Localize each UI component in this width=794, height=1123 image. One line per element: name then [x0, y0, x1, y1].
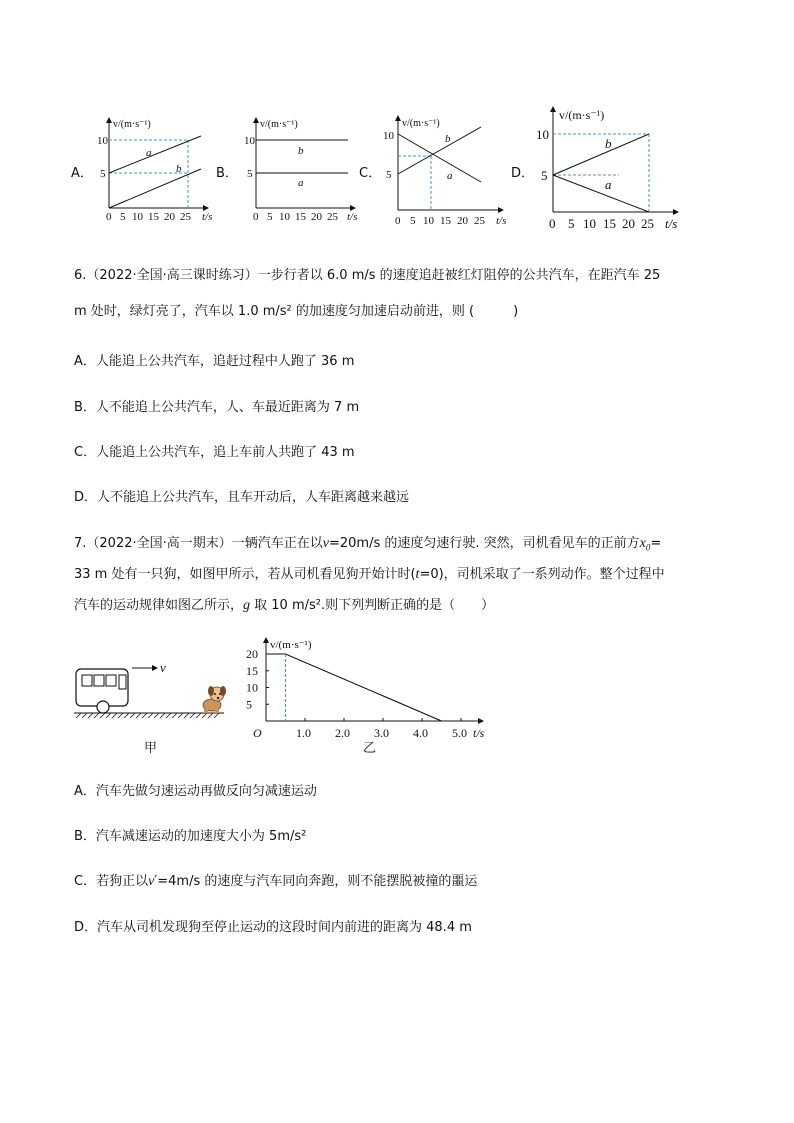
x-axis-label: t/s — [496, 215, 507, 227]
line-label: b — [605, 136, 612, 151]
x-tick: 20 — [311, 211, 322, 223]
y-axis-label: v/(m·s⁻¹) — [402, 118, 440, 129]
y-axis-label: v/(m·s⁻¹) — [260, 119, 298, 130]
option-d-label: D． — [511, 166, 535, 181]
x-tick: 20 — [164, 211, 175, 223]
x-tick-label: 5.0 — [452, 726, 467, 740]
subscript: 0 — [645, 542, 651, 553]
x-axis-label: t/s — [202, 211, 213, 223]
y-tick: 10 — [383, 130, 394, 142]
y-tick: 5 — [247, 168, 253, 180]
option-b-graph — [243, 112, 373, 224]
x-tick: 10 — [132, 211, 143, 223]
x-tick: 25 — [180, 211, 191, 223]
question-7-stem-line1 — [74, 532, 661, 553]
x-tick: 20 — [457, 215, 468, 227]
y-tick: 5 — [100, 168, 106, 180]
y-tick: 10 — [244, 135, 255, 147]
x-tick: 5 — [267, 211, 273, 223]
line-label: b — [445, 133, 451, 145]
stem-text: 汽车的运动规律如图乙所示， — [74, 598, 244, 613]
option-text: ′=4m/s 的速度与汽车同向奔跑，则不能摆脱被撞的噩运 — [154, 874, 478, 889]
velocity-label: v — [160, 660, 166, 675]
question-6-option-a[interactable]: A．人能追上公共汽车，追赶过程中人跑了 36 m — [74, 354, 355, 369]
line-label: b — [298, 145, 304, 157]
y-tick: 10 — [97, 135, 108, 147]
x-tick: 5 — [120, 211, 126, 223]
y-tick-label: 10 — [246, 680, 258, 695]
x-tick: 25 — [641, 216, 654, 231]
option-text: C．若狗正以 — [74, 874, 149, 889]
question-7-stem-line3 — [74, 594, 494, 614]
y-tick-label: 15 — [246, 663, 258, 678]
x-tick-label: 3.0 — [374, 726, 389, 740]
symbol-t: t — [415, 567, 420, 582]
y-tick: 5 — [541, 168, 548, 183]
x-tick: 15 — [603, 216, 616, 231]
x-tick: 25 — [327, 211, 338, 223]
question-7-option-a[interactable]: A．汽车先做匀速运动再做反向匀减速运动 — [74, 784, 317, 799]
series-line — [266, 654, 442, 721]
y-tick-label: 20 — [246, 647, 258, 661]
y-axis-label: v/(m·s⁻¹) — [270, 639, 312, 651]
x-tick-label: 2.0 — [335, 726, 350, 740]
question-7-option-c[interactable] — [74, 870, 477, 890]
stem-text: = — [650, 536, 662, 551]
y-tick: 5 — [386, 169, 392, 181]
figure-yi-vt-graph — [245, 634, 495, 744]
stem-text: 33 m 处有一只狗，如图甲所示，若从司机看见狗开始计时( — [74, 567, 416, 582]
x-tick: 25 — [474, 215, 485, 227]
question-7-option-b[interactable]: B．汽车减速运动的加速度大小为 5m/s² — [74, 829, 307, 844]
x-tick: 5 — [410, 215, 416, 227]
x-axis-label: t/s — [473, 726, 485, 740]
option-a-label: A． — [71, 166, 93, 181]
x-tick: 20 — [622, 216, 635, 231]
x-axis-label: t/s — [347, 211, 358, 223]
figure-yi-caption: 乙 — [363, 741, 377, 756]
x-tick: 0 — [253, 211, 259, 223]
symbol-v: v — [148, 874, 155, 889]
stem-text: =0)，司机采取了一系列动作。整个过程中 — [419, 567, 665, 582]
x-tick: 0 — [106, 211, 112, 223]
x-tick: 15 — [148, 211, 159, 223]
x-tick-label: O — [253, 726, 262, 740]
x-tick: 0 — [549, 216, 556, 231]
y-tick: 10 — [536, 127, 549, 142]
symbol-v: v — [322, 536, 329, 551]
question-6-stem-line1: 6.（2022·全国·高三课时练习）一步行者以 6.0 m/s 的速度追赶被红灯阻停的公共汽车，在距汽车 25 — [74, 268, 661, 283]
symbol-x: x — [639, 536, 646, 551]
x-tick: 15 — [440, 215, 451, 227]
x-tick: 10 — [279, 211, 290, 223]
figure-jia-bus-dog — [72, 655, 242, 725]
y-axis-label: v/(m·s⁻¹) — [559, 108, 605, 122]
question-6-option-b[interactable]: B．人不能追上公共汽车，人、车最近距离为 7 m — [74, 400, 360, 415]
line-label: a — [298, 177, 304, 189]
stem-text: 7.（2022·全国·高一期末）一辆汽车正在以 — [74, 536, 323, 551]
option-c-label: C． — [359, 166, 382, 181]
stem-text: 取 10 m/s².则下列判断正确的是（ ） — [250, 598, 495, 613]
x-tick: 10 — [423, 215, 434, 227]
question-7-stem-line2 — [74, 563, 665, 583]
dog-icon — [203, 686, 226, 713]
x-axis-label: t/s — [665, 216, 678, 231]
line-label: b — [176, 163, 182, 175]
x-tick-label: 4.0 — [413, 726, 428, 740]
x-tick: 5 — [568, 216, 575, 231]
symbol-g: g — [243, 598, 251, 613]
y-tick-label: 5 — [246, 697, 252, 712]
line-label: a — [605, 177, 612, 192]
x-tick-label: 1.0 — [296, 726, 311, 740]
line-label: a — [447, 170, 453, 182]
figure-jia-caption: 甲 — [144, 741, 158, 756]
option-b-label: B． — [216, 166, 238, 181]
stem-text: =20m/s 的速度匀速行驶. 突然，司机看见车的正前方 — [328, 536, 640, 551]
x-tick: 10 — [583, 216, 596, 231]
question-6-stem-line2: m 处时，绿灯亮了，汽车以 1.0 m/s² 的加速度匀加速启动前进，则 ( ) — [74, 304, 519, 319]
question-6-option-d[interactable]: D．人不能追上公共汽车，且车开动后，人车距离越来越远 — [74, 490, 410, 505]
option-c-graph — [383, 112, 518, 230]
line-label: a — [146, 147, 152, 159]
option-d-graph — [533, 104, 693, 232]
y-axis-label: v/(m·s⁻¹) — [113, 119, 151, 130]
x-tick: 15 — [295, 211, 306, 223]
question-7-option-d[interactable]: D．汽车从司机发现狗至停止运动的这段时间内前进的距离为 48.4 m — [74, 920, 472, 935]
option-a-graph — [96, 112, 226, 224]
x-tick: 0 — [395, 215, 401, 227]
question-6-option-c[interactable]: C．人能追上公共汽车，追上车前人共跑了 43 m — [74, 445, 355, 460]
